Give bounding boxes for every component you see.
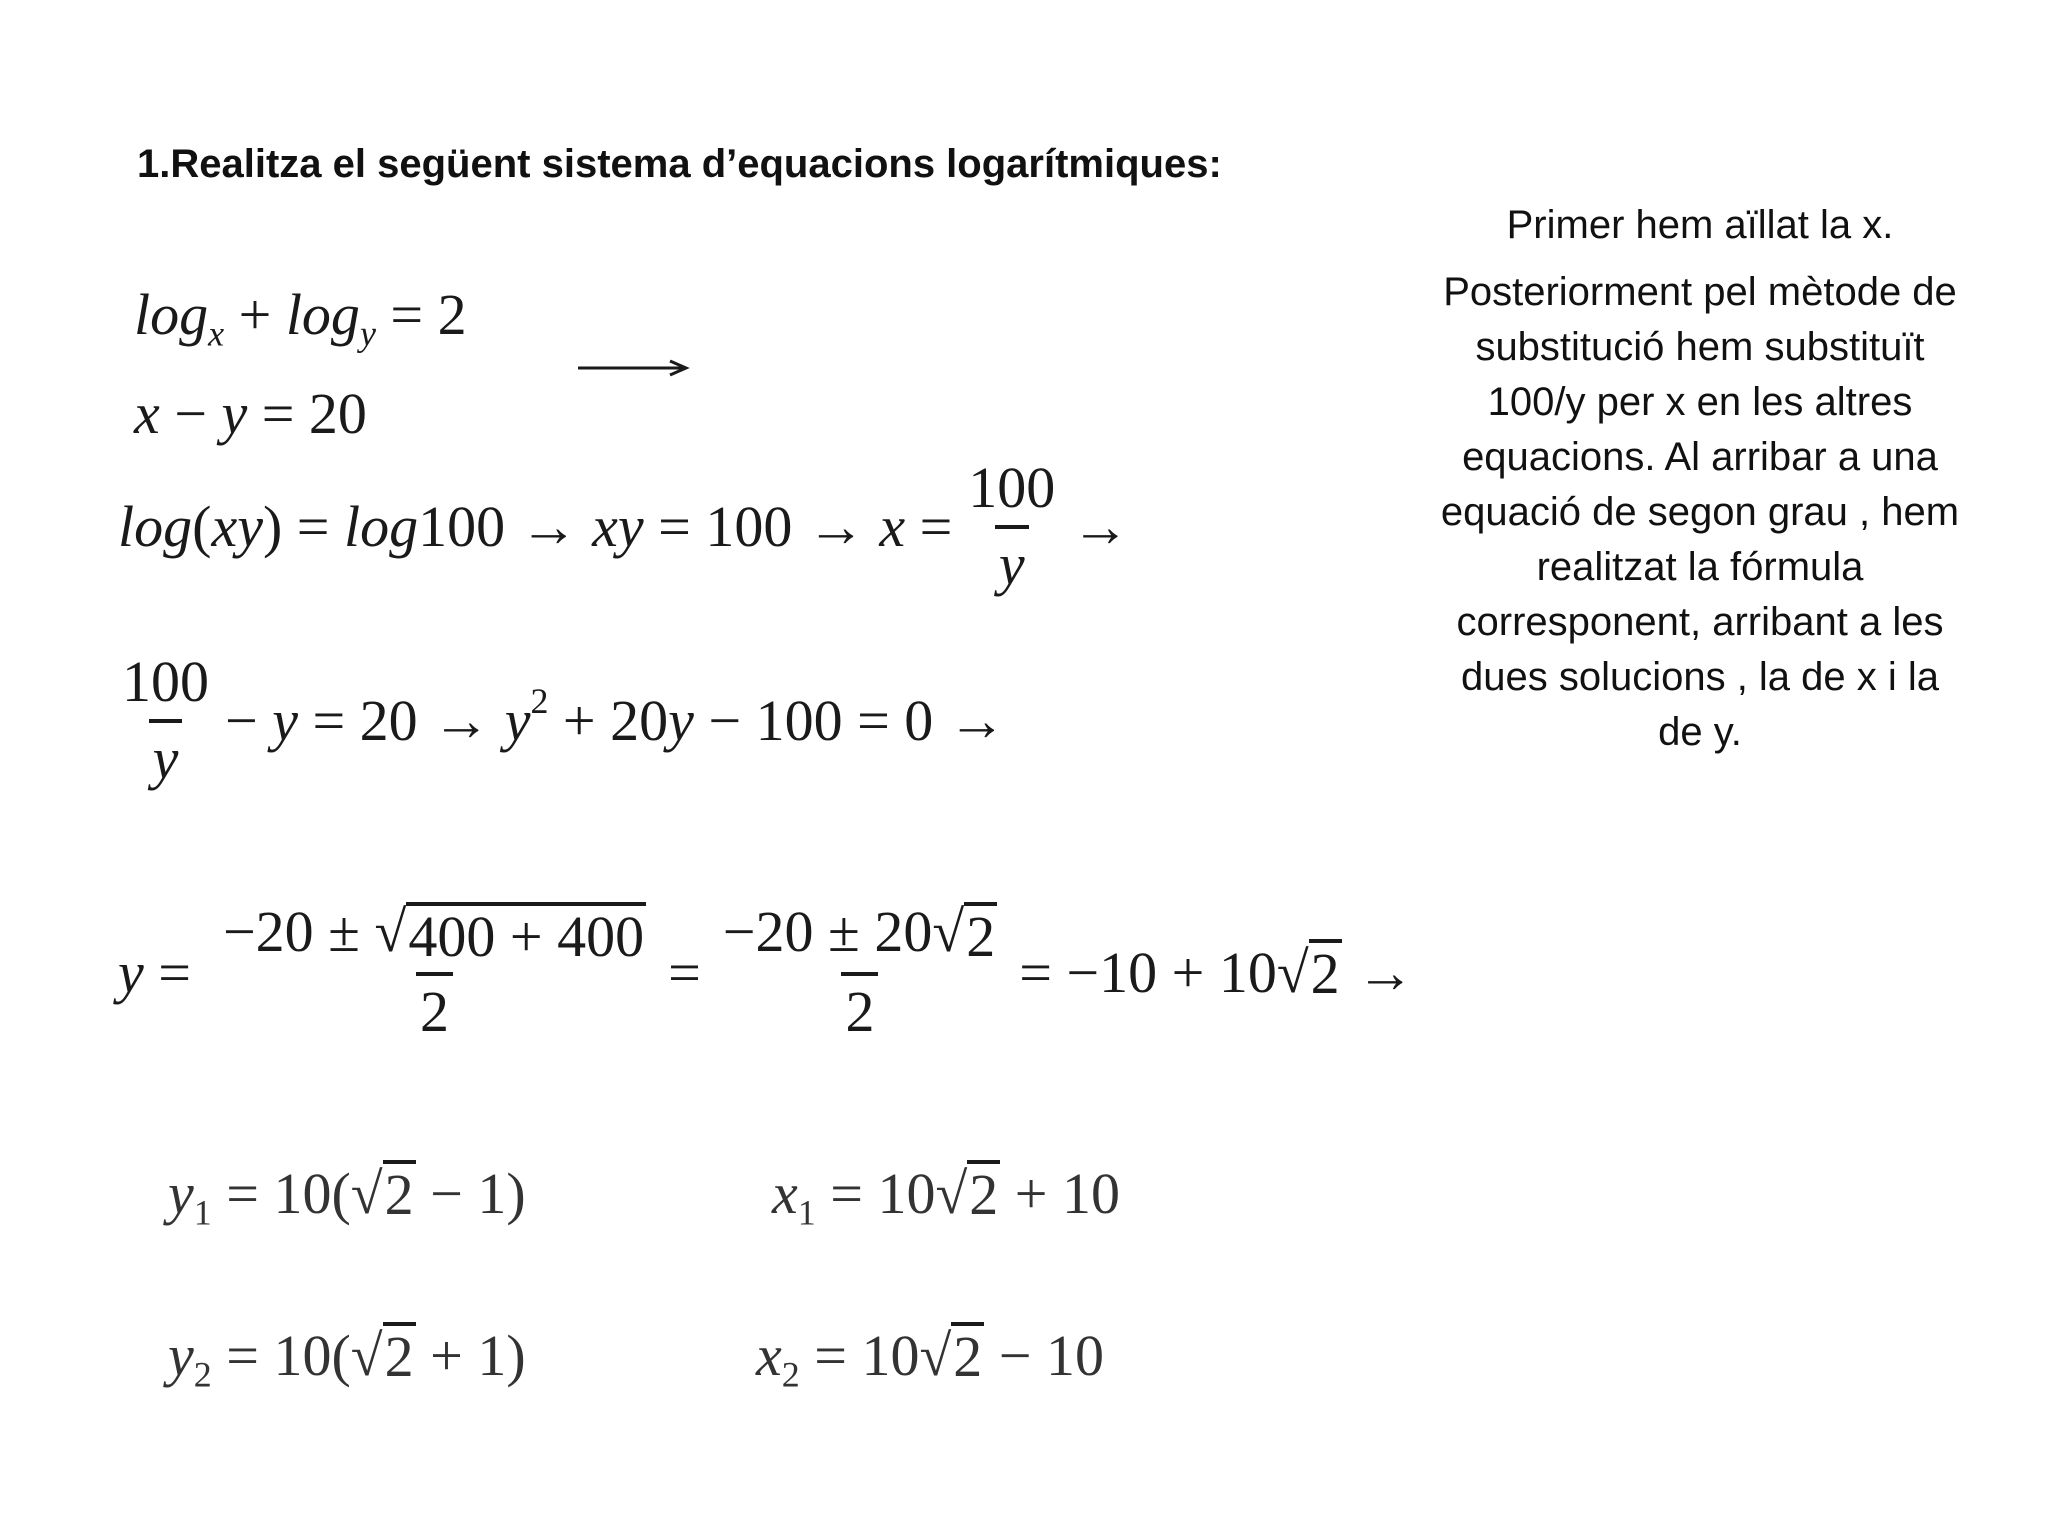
- step-quadratic-formula: y = −20 ± √ 400 + 400 2 = −20 ± 20 √ 2 2 = −10 + 10 √ 2 →: [118, 899, 1415, 1044]
- fraction-100-over-y: $\frac{100}{y}$: [968, 455, 1056, 597]
- step-substitution: $\frac{100}{y}$ − $y = 20 \to y^2 + 20y - 100 = 0$ →: [118, 652, 1006, 790]
- solution-y2: $y_2 = 10$( √ 2 + 1): [168, 1323, 526, 1395]
- solution-x1: $x_1 = 10$ √ 2 + 10: [772, 1161, 1121, 1233]
- long-arrow-icon: [578, 358, 690, 378]
- equation-system: [134, 275, 467, 454]
- step-isolate-x: log(xy) = log100 → xy = 100 → x = $\frac{100}{y}$ →: [118, 455, 1130, 597]
- explanation-paragraph-2: Posteriorment pel mètode de substitució hem substituït 100/y per x en les altres equacions. Al arribar a una equació de segon grau , hem realitzat la fórmula corresponent, arribant a les dues solucions , la de x i la de y.: [1440, 270, 1960, 754]
- explanation-paragraph-1: Primer hem aïllat la x.: [1506, 203, 1894, 247]
- system-equation-1: $\log_x + \log_y = 2$: [134, 282, 467, 354]
- solution-x2: $x_2 = 10$ √ 2 − 10: [756, 1323, 1105, 1395]
- system-equation-2: x − y = 20: [134, 380, 367, 446]
- solution-y1: $y_1 = 10$( √ 2 − 1): [168, 1161, 526, 1233]
- exercise-title: 1.Realitza el següent sistema d’equacions logarítmiques:: [137, 142, 1222, 186]
- fraction-quadratic: −20 ± √ 400 + 400 2: [222, 899, 645, 1044]
- fraction-simplified: −20 ± 20 √ 2 2: [722, 899, 996, 1044]
- fraction-100-over-y: $\frac{100}{y}$: [122, 649, 209, 791]
- explanation-text: [1440, 198, 1960, 760]
